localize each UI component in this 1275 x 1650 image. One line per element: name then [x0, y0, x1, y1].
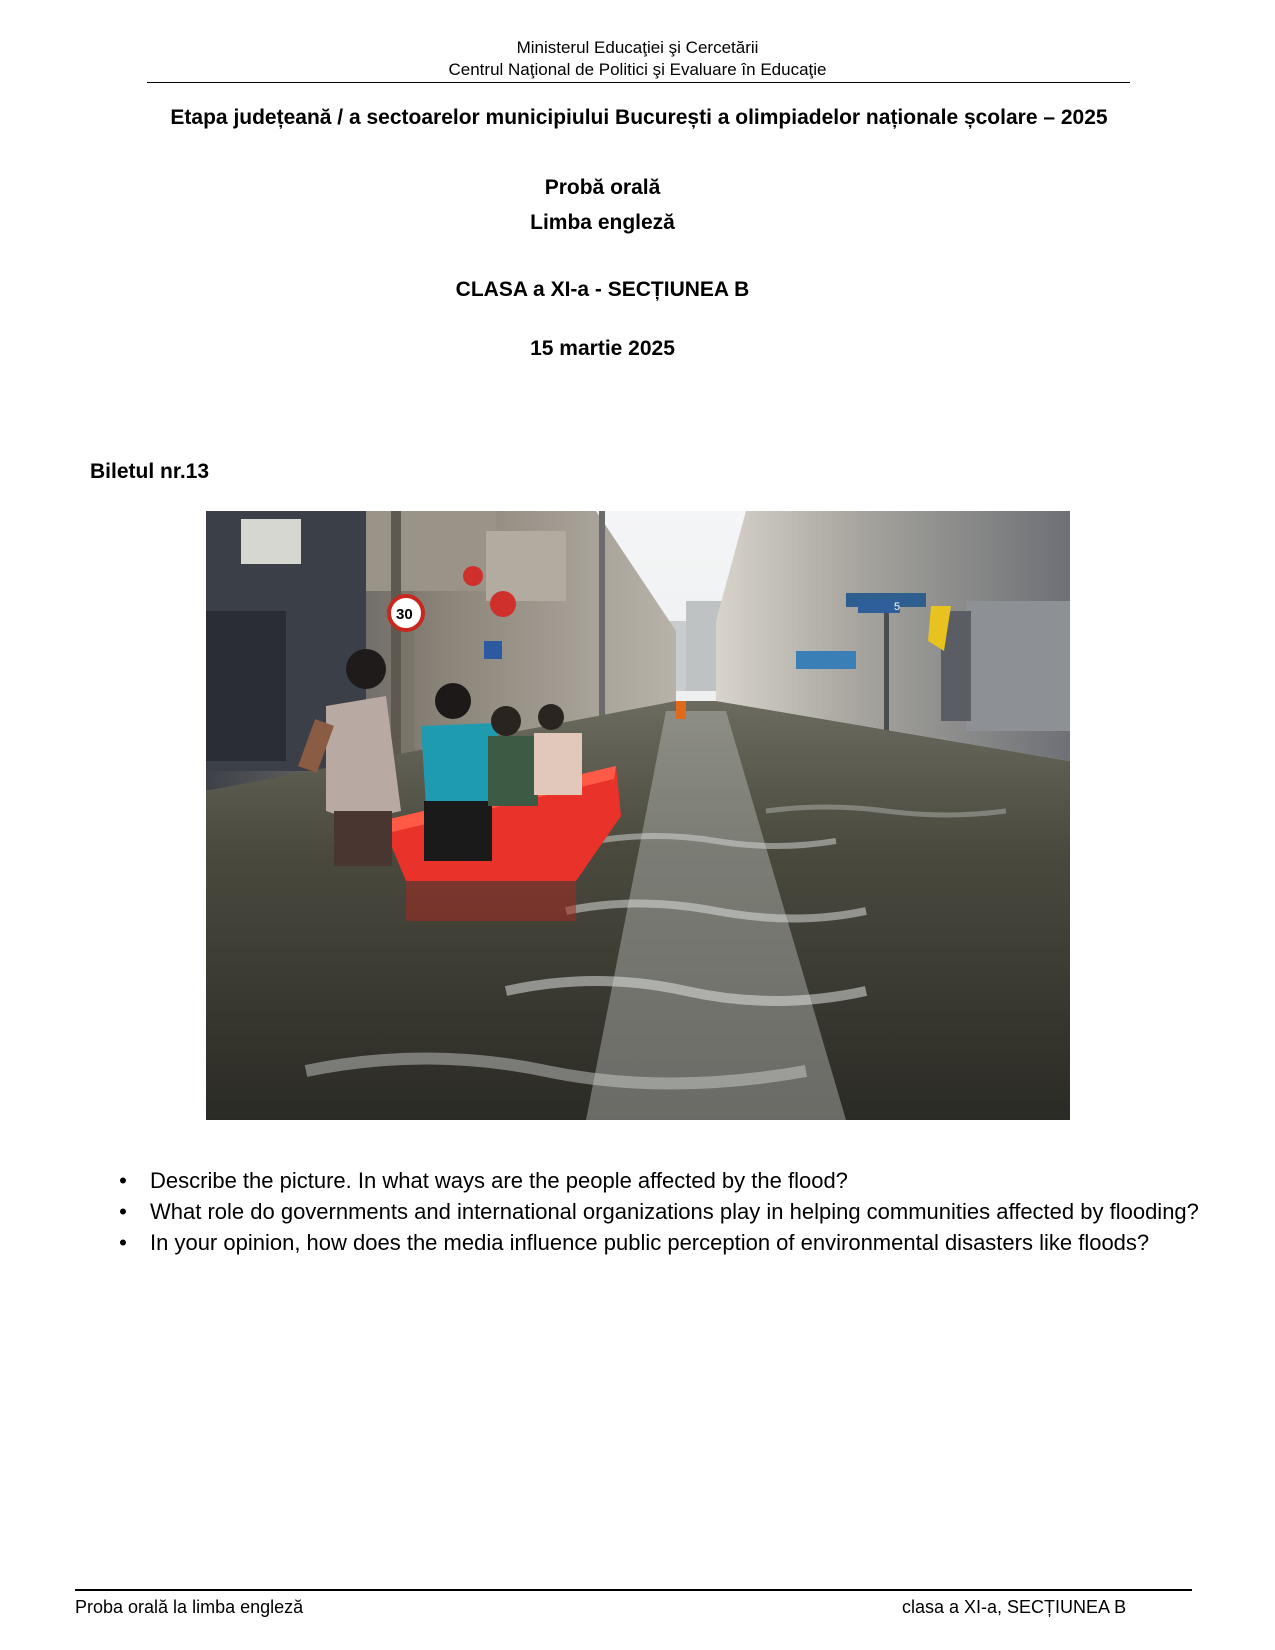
exam-class-section: CLASA a XI-a - SECȚIUNEA B [455, 278, 750, 301]
question-item [113, 1196, 1223, 1227]
right-awning [796, 651, 856, 669]
question-text: What role do governments and international organizations play in helping communities affected by flooding? [150, 1199, 1199, 1224]
blue-sign [484, 641, 502, 659]
person-head [435, 683, 471, 719]
ac-unit [241, 519, 301, 564]
right-shutter [966, 601, 1070, 731]
ticket-number: Biletul nr.13 [90, 460, 210, 483]
exam-date: 15 martie 2025 [530, 337, 675, 360]
speed-limit-value: 30 [396, 606, 413, 623]
footer-right: clasa a XI-a, SECȚIUNEA B [902, 1597, 1127, 1617]
left-balcony [486, 531, 566, 601]
exam-subject: Limba engleză [530, 211, 675, 234]
question-list [113, 1165, 1223, 1258]
bullet-icon: • [119, 1230, 127, 1255]
header-ministry: Ministerul Educaţiei şi Cercetării [516, 38, 759, 57]
header-divider [147, 82, 1130, 83]
flood-photo [206, 511, 1070, 1120]
red-sign [490, 591, 516, 617]
street-sign-number: 5 [894, 601, 901, 613]
person-shorts [334, 811, 392, 866]
exam-test-type: Probă orală [544, 176, 661, 199]
utility-pole [391, 511, 401, 766]
question-item [113, 1165, 1223, 1196]
person-head [538, 704, 564, 730]
person-pants [424, 801, 492, 861]
person-seated [534, 733, 582, 795]
boat-reflection [406, 881, 576, 921]
person-head [491, 706, 521, 736]
footer-left: Proba orală la limba engleză [75, 1597, 304, 1617]
person-head [346, 649, 386, 689]
utility-pole [599, 511, 605, 721]
footer-divider [75, 1589, 1192, 1591]
left-shopfront [206, 611, 286, 761]
bullet-icon: • [119, 1168, 127, 1193]
question-text: Describe the picture. In what ways are the people affected by the flood? [150, 1168, 848, 1193]
exam-event-title: Etapa județeană / a sectoarelor municipiului București a olimpiadelor naționale școlare – 2025 [170, 106, 1108, 129]
question-item [113, 1227, 1223, 1258]
distant-person [676, 701, 686, 719]
bullet-icon: • [119, 1199, 127, 1224]
red-sign [463, 566, 483, 586]
person-seated [488, 736, 538, 806]
question-text: In your opinion, how does the media influence public perception of environmental disasters like floods? [150, 1230, 1150, 1255]
header-center: Centrul Naţional de Politici şi Evaluare în Educaţie [448, 60, 827, 79]
